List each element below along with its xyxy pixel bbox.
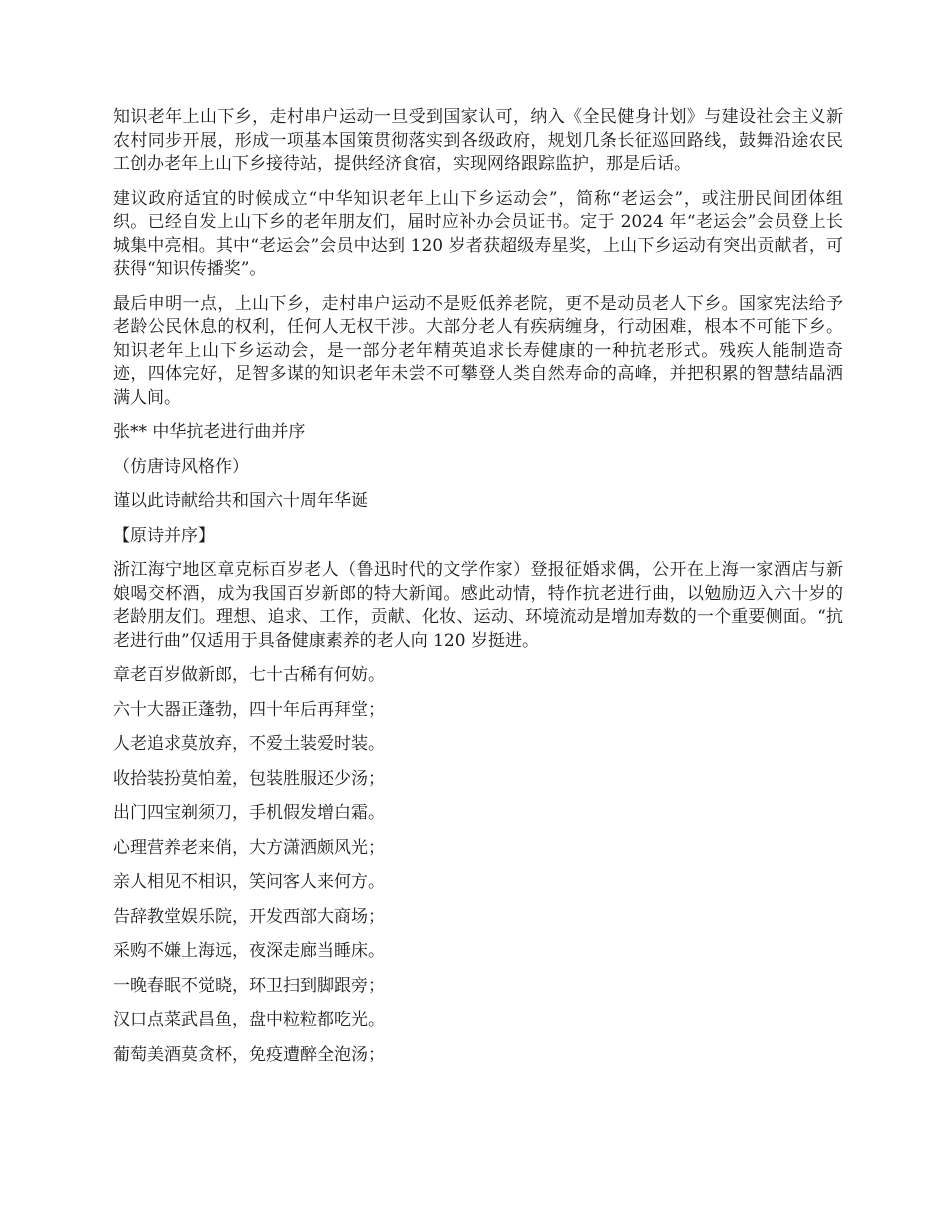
poem-line: 葡萄美酒莫贪杯，免疫遭醉全泡汤； bbox=[113, 1044, 385, 1065]
poem-dedication: 谨以此诗献给共和国六十周年华诞 bbox=[113, 491, 368, 511]
paragraph-preface: 浙江海宁地区章克标百岁老人（鲁迅时代的文学作家）登报征婚求偶，公开在上海一家酒店与新娘喝交杯酒，成为我国百岁新郎的特大新闻。感此动情，特作抗老进行曲，以勉励迈入六十岁的老龄朋友们。理想、追求、工作，贡献、化妆、运动、环境流动是增加寿数的一个重要侧面。“抗老进行曲”仅适用于具备健康素养的老人向 120 岁挺进。 bbox=[113, 560, 843, 651]
poem-line: 出门四宝剃须刀，手机假发增白霜。 bbox=[113, 803, 385, 823]
poem-line: 收拾装扮莫怕羞，包装胜服还少汤； bbox=[113, 768, 385, 789]
paragraph-proposal: 建议政府适宜的时候成立“中华知识老年上山下乡运动会”，简称“老运会”，或注册民间团体组织。已经自发上山下乡的老年朋友们，届时应补办会员证书。定于 2024 年“老运会”会员登上长城集中亮相。其中“老运会”会员中达到 120 岁者获超级寿星奖，上山下乡运动有突出贡献者，可获得“知识传播奖”。 bbox=[113, 188, 843, 279]
poem-line: 一晚春眠不觉晓，环卫扫到脚跟旁； bbox=[113, 975, 385, 996]
poem-line: 章老百岁做新郎，七十古稀有何妨。 bbox=[113, 665, 385, 685]
poem-line: 汉口点菜武昌鱼，盘中粒粒都吃光。 bbox=[113, 1010, 385, 1030]
section-heading: 【原诗并序】 bbox=[113, 525, 215, 546]
poem-line: 采购不嫌上海远，夜深走廊当睡床。 bbox=[113, 941, 385, 961]
paragraph-national-policy: 知识老年上山下乡，走村串户运动一旦受到国家认可，纳入《全民健身计划》与建设社会主义新农村同步开展，形成一项基本国策贯彻落实到各级政府，规划几条长征巡回路线，鼓舞沿途农民工创办老年上山下乡接待站，提供经济食宿，实现网络跟踪监护，那是后话。 bbox=[113, 107, 843, 174]
poem-line: 人老追求莫放弃，不爱土装爱时装。 bbox=[113, 734, 385, 754]
paragraph-clarification: 最后申明一点，上山下乡，走村串户运动不是贬低养老院，更不是动员老人下乡。国家宪法给予老龄公民休息的权利，任何人无权干涉。大部分老人有疾病缠身，行动困难，根本不可能下乡。知识老年上山下乡运动会，是一部分老年精英追求长寿健康的一种抗老形式。残疾人能制造奇迹，四体完好，足智多谋的知识老年未尝不可攀登人类自然寿命的高峰，并把积累的智慧结晶洒满人间。 bbox=[113, 293, 843, 408]
poem-subtitle: （仿唐诗风格作） bbox=[113, 456, 249, 477]
poem-line: 心理营养老来俏，大方潇洒颇风光； bbox=[113, 837, 385, 858]
poem-line: 亲人相见不相识，笑问客人来何方。 bbox=[113, 872, 385, 892]
poem-line: 六十大器正蓬勃，四十年后再拜堂； bbox=[113, 699, 385, 720]
poem-line: 告辞教堂娱乐院，开发西部大商场； bbox=[113, 906, 385, 927]
document-body bbox=[113, 106, 843, 1078]
poem-title: 张** 中华抗老进行曲并序 bbox=[113, 422, 306, 442]
